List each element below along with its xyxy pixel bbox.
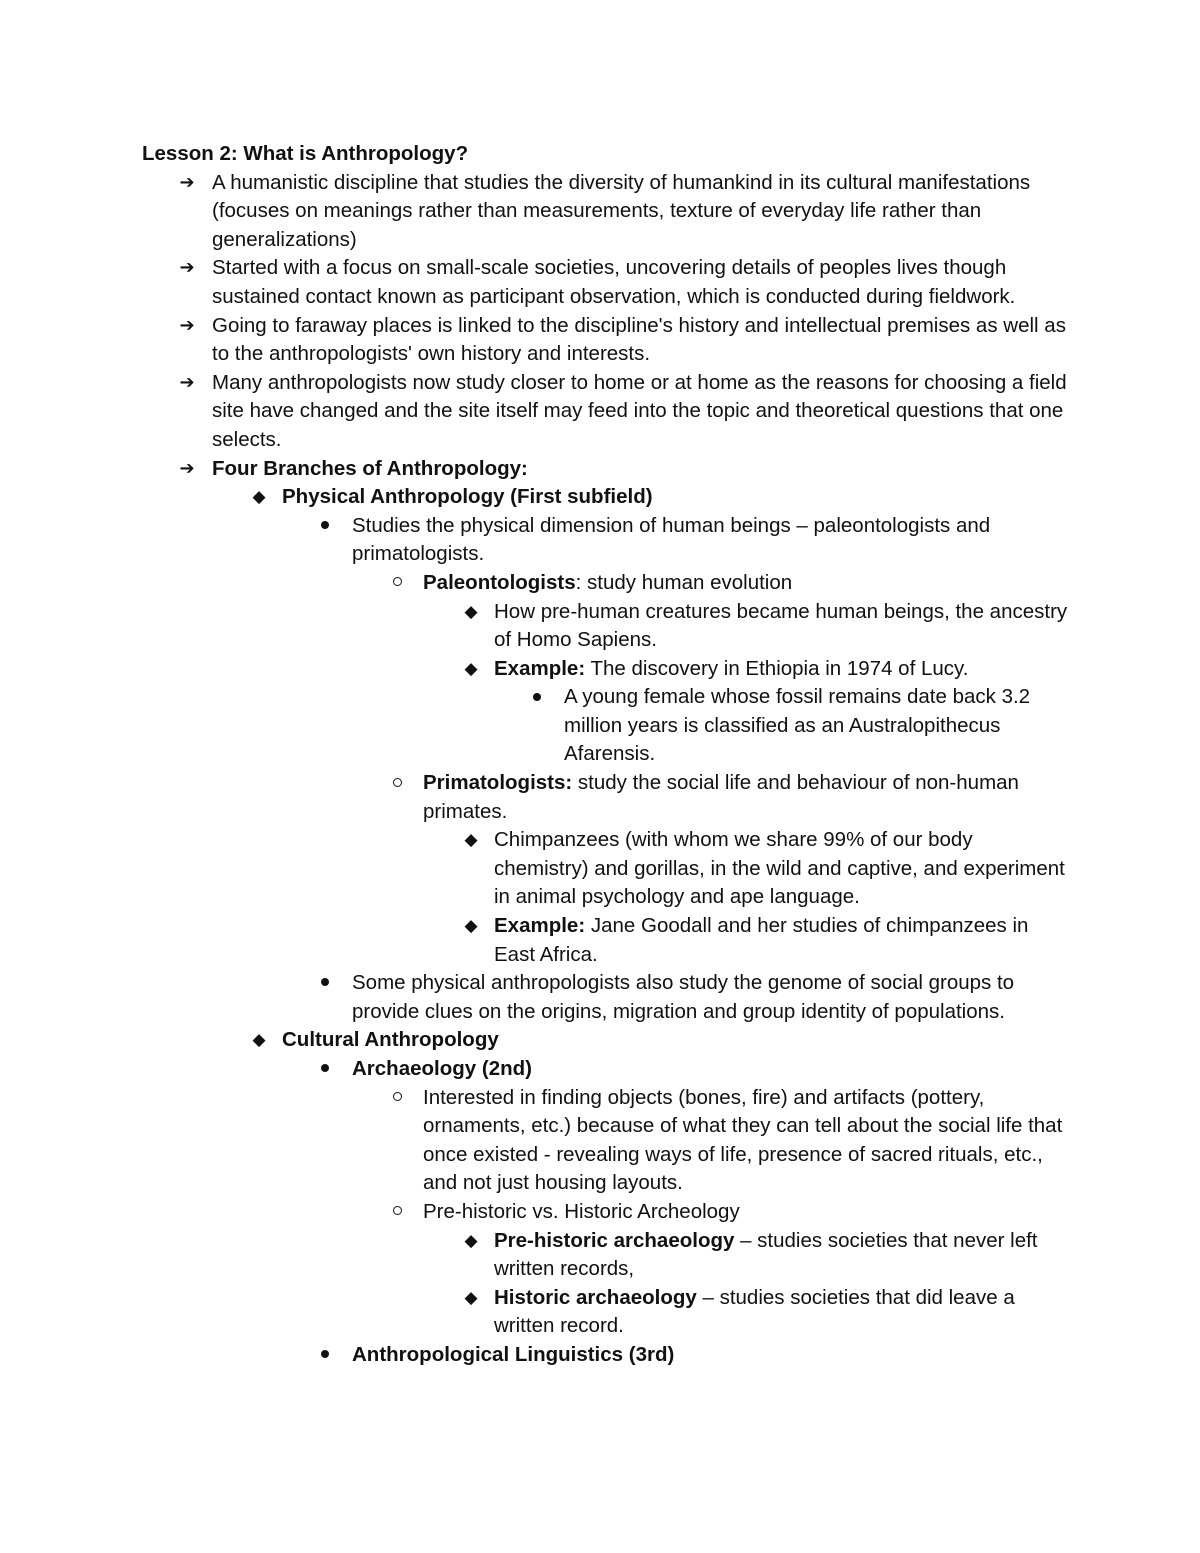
list-item [142, 969, 1072, 1026]
archaeology-heading: Archaeology (2nd) [352, 1057, 532, 1080]
document-body [142, 140, 1072, 1370]
list-item-text: A humanistic discipline that studies the diversity of humankind in its cultural manifestations (focuses on meanings rather than measurements, texture of everyday life rather than generalizations) [212, 170, 1031, 251]
linguistics-heading: Anthropological Linguistics (3rd) [352, 1342, 675, 1366]
list-item [142, 912, 1072, 969]
arrow-bullet-icon: ➔ [179, 371, 195, 393]
list-item [142, 598, 1072, 655]
dot-bullet-icon [312, 1341, 338, 1370]
list-item [142, 312, 1072, 369]
historic-archaeology-label: Historic archaeology [494, 1285, 697, 1309]
list-item [142, 683, 1072, 769]
list-item-text: The discovery in Ethiopia in 1974 of Lucy. [585, 656, 969, 680]
list-item-text: Jane Goodall and her studies of chimpanzees in East Africa. [494, 914, 1029, 966]
physical-anthropology-heading: Physical Anthropology (First subfield) [282, 485, 653, 509]
list-item [142, 455, 1072, 484]
list-item [142, 1084, 1072, 1198]
circle-bullet-icon [384, 1084, 410, 1113]
list-item [142, 254, 1072, 311]
diamond-bullet-icon: ◆ [252, 1030, 266, 1051]
diamond-bullet-icon: ◆ [464, 916, 478, 937]
dot-bullet-icon [312, 1055, 338, 1084]
list-item-text: Chimpanzees (with whom we share 99% of our body chemistry) and gorillas, in the wild and captive, and experiment in animal psychology and ape language. [494, 828, 1065, 909]
list-item-text: : study human evolution [575, 570, 793, 594]
list-item-text: study the social life and behaviour of non-human primates. [423, 771, 1019, 823]
primatologists-label: Primatologists: [423, 771, 573, 795]
list-item-text: Studies the physical dimension of human beings – paleontologists and primatologists. [352, 513, 991, 566]
list-item-text: Started with a focus on small-scale societies, uncovering details of peoples lives though sustained contact known as participant observation, which is conducted during fieldwork. [212, 256, 1016, 308]
prehistoric-archaeology-label: Pre-historic archaeology [494, 1228, 735, 1252]
list-item [142, 169, 1072, 255]
circle-bullet-icon [384, 1198, 410, 1227]
list-item-text: – studies societies that never left written records, [494, 1228, 1038, 1281]
list-item [142, 1198, 1072, 1227]
list-item [142, 512, 1072, 569]
list-item-text: Interested in finding objects (bones, fire) and artifacts (pottery, ornaments, etc.) because of what they can tell about the social life that once existed - revealing ways of life, presence of sacred rituals, etc., and not just housing layouts. [423, 1085, 1063, 1195]
diamond-bullet-icon: ◆ [464, 601, 478, 622]
diamond-bullet-icon: ◆ [464, 658, 478, 679]
dot-bullet-icon [312, 969, 338, 998]
circle-bullet-icon [384, 769, 410, 798]
list-item [142, 655, 1072, 684]
list-item [142, 826, 1072, 912]
branches-heading: Four Branches of Anthropology: [212, 456, 528, 480]
diamond-bullet-icon: ◆ [252, 487, 266, 508]
list-item [142, 369, 1072, 455]
list-item [142, 569, 1072, 598]
arrow-bullet-icon: ➔ [179, 257, 195, 279]
list-item [142, 1026, 1072, 1055]
list-item [142, 1284, 1072, 1341]
list-item [142, 769, 1072, 826]
circle-bullet-icon [384, 569, 410, 598]
list-item [142, 1055, 1072, 1084]
list-item-text: How pre-human creatures became human beings, the ancestry of Homo Sapiens. [494, 599, 1068, 652]
list-item-text: Going to faraway places is linked to the discipline's history and intellectual premises as well as to the anthropologists' own history and interests. [212, 313, 1066, 366]
list-item-text: Many anthropologists now study closer to home or at home as the reasons for choosing a field site have changed and the site itself may feed into the topic and theoretical questions that one selects. [212, 370, 1067, 451]
paleontologists-label: Paleontologists [423, 570, 576, 594]
list-item [142, 1227, 1072, 1284]
list-item [142, 483, 1072, 512]
diamond-bullet-icon: ◆ [464, 1230, 478, 1251]
list-item [142, 1341, 1072, 1370]
cultural-anthropology-heading: Cultural Anthropology [282, 1028, 499, 1052]
dot-bullet-icon [524, 683, 550, 712]
arrow-bullet-icon: ➔ [179, 457, 195, 479]
arrow-bullet-icon: ➔ [179, 171, 195, 193]
example-label: Example: [494, 914, 586, 938]
list-item-text: A young female whose fossil remains date back 3.2 million years is classified as an Australopithecus Afarensis. [564, 685, 1031, 766]
list-item-text: – studies societies that did leave a written record. [494, 1285, 1015, 1338]
dot-bullet-icon [312, 512, 338, 541]
document-title: Lesson 2: What is Anthropology? [142, 142, 469, 165]
list-item-text: Some physical anthropologists also study the genome of social groups to provide clues on the origins, migration and group identity of populations. [352, 971, 1015, 1023]
list-item-text: Pre-historic vs. Historic Archeology [423, 1199, 740, 1223]
example-label: Example: [494, 656, 586, 680]
diamond-bullet-icon: ◆ [464, 830, 478, 851]
arrow-bullet-icon: ➔ [179, 314, 195, 336]
diamond-bullet-icon: ◆ [464, 1287, 478, 1308]
